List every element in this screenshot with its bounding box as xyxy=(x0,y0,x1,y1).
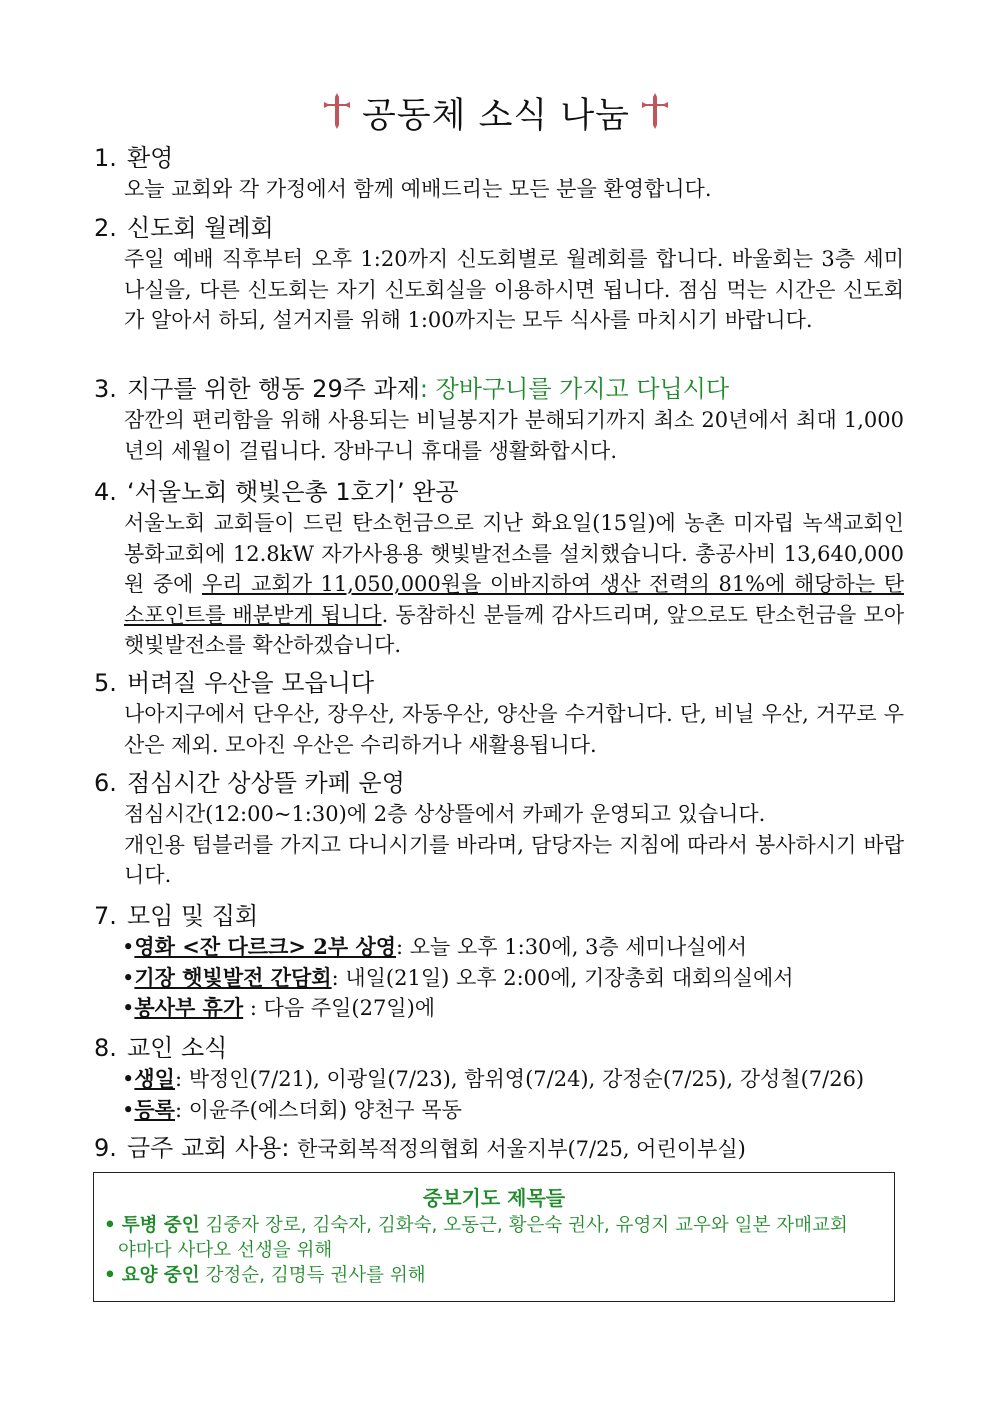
list-item: •봉사부 휴가 : 다음 주일(27일)에 xyxy=(122,995,436,1020)
cross-icon xyxy=(640,92,670,130)
section-heading: 9. 금주 교회 사용: 한국회복적정의협회 서울지부(7/25, 어린이부실) xyxy=(94,1134,746,1162)
cross-icon xyxy=(322,92,352,130)
section-meetings xyxy=(94,900,904,1024)
section-body xyxy=(122,1064,904,1125)
section-cafe xyxy=(94,767,904,891)
section-welcome xyxy=(94,142,904,205)
list-item: •기장 햇빛발전 간담회: 내일(21일) 오후 2:00에, 기장총회 대회의실에서 xyxy=(122,964,794,990)
section-heading: 1. 환영 xyxy=(94,144,174,172)
section-body: 점심시간(12:00~1:30)에 2층 상상뜰에서 카페가 운영되고 있습니다. 개인용 텀블러를 가지고 다니시기를 바라며, 담당자는 지침에 따라서 봉사하시기 바랍니다. xyxy=(124,802,904,887)
page-title xyxy=(0,88,992,140)
section-heading: 7. 모임 및 집회 xyxy=(94,902,259,930)
prayer-box xyxy=(93,1172,895,1302)
heading-highlight: : 장바구니를 가지고 다닙시다 xyxy=(419,375,730,403)
section-earth-action xyxy=(94,373,904,466)
list-item: •영화 <잔 다르크> 2부 상영: 오늘 오후 1:30에, 3층 세미나실에서 xyxy=(122,934,748,959)
section-body: 서울노회 교회들이 드린 탄소헌금으로 지난 화요일(15일)에 농촌 미자립 녹색교회인 봉화교회에 12.8kW 자가사용용 햇빛발전소를 설치했습니다. 총공사비 13,640,000원 중에 우리 교회가 11,050,000원을 이바지하여 생산 전력의 81%에 해당하는 탄소포인트를 배분받게 됩니다. 동참하신 분들께 감사드리며, 앞으로도 탄소헌금을 모아 햇빛발전소를 확산하겠습니다. xyxy=(124,511,904,657)
section-heading: 8. 교인 소식 xyxy=(94,1034,228,1062)
section-heading: 5. 버려질 우산을 모읍니다 xyxy=(94,669,375,697)
section-heading: 2. 신도회 월례회 xyxy=(94,214,274,242)
title-text: 공동체 소식 나눔 xyxy=(362,96,630,136)
prayer-item-continued: 야마다 사다오 선생을 위해 xyxy=(118,1240,333,1261)
section-church-use xyxy=(94,1132,904,1165)
section-body: 주일 예배 직후부터 오후 1:20까지 신도회별로 월례회를 합니다. 바울회는 3층 세미나실을, 다른 신도회는 자기 신도회실을 이용하시면 됩니다. 점심 먹는 시간은 신도회가 알아서 하되, 설거지를 위해 1:00까지는 모두 식사를 마치시기 바랍니다. xyxy=(124,247,904,332)
prayer-box-title: 중보기도 제목들 xyxy=(422,1186,566,1210)
prayer-item: • 요양 중인 강정순, 김명득 권사를 위해 xyxy=(104,1265,426,1286)
list-item: •생일: 박정인(7/21), 이광일(7/23), 함위영(7/24), 강정순(7/25), 강성철(7/26) xyxy=(122,1066,865,1091)
section-umbrella xyxy=(94,667,904,760)
section-body: 나아지구에서 단우산, 장우산, 자동우산, 양산을 수거합니다. 단, 비닐 우산, 거꾸로 우산은 제외. 모아진 우산은 수리하거나 새활용됩니다. xyxy=(124,702,904,757)
section-solar xyxy=(94,476,904,661)
section-monthly-meeting xyxy=(94,212,904,336)
section-heading: 4. ‘서울노회 햇빛은총 1호기’ 완공 xyxy=(94,478,459,506)
section-heading: 6. 점심시간 상상뜰 카페 운영 xyxy=(94,769,405,797)
section-member-news xyxy=(94,1032,904,1125)
section-body xyxy=(122,932,904,1024)
section-body: 오늘 교회와 각 가정에서 함께 예배드리는 모든 분을 환영합니다. xyxy=(124,177,712,201)
underlined-text: 우리 교회가 11,050,000원을 이바지하여 생산 전력의 81%에 해당하는 탄소포인트를 배분받게 됩니다 xyxy=(124,572,904,627)
section-body: 잠깐의 편리함을 위해 사용되는 비닐봉지가 분해되기까지 최소 20년에서 최대 1,000년의 세월이 걸립니다. 장바구니 휴대를 생활화합시다. xyxy=(124,408,904,463)
section-heading: 3. 지구를 위한 행동 29주 과제: 장바구니를 가지고 다닙시다 xyxy=(94,375,730,403)
list-item: •등록: 이윤주(에스더회) 양천구 목동 xyxy=(122,1096,462,1122)
prayer-item: • 투병 중인 김중자 장로, 김숙자, 김화숙, 오동근, 황은숙 권사, 유영지 교우와 일본 자매교회 xyxy=(104,1215,848,1236)
